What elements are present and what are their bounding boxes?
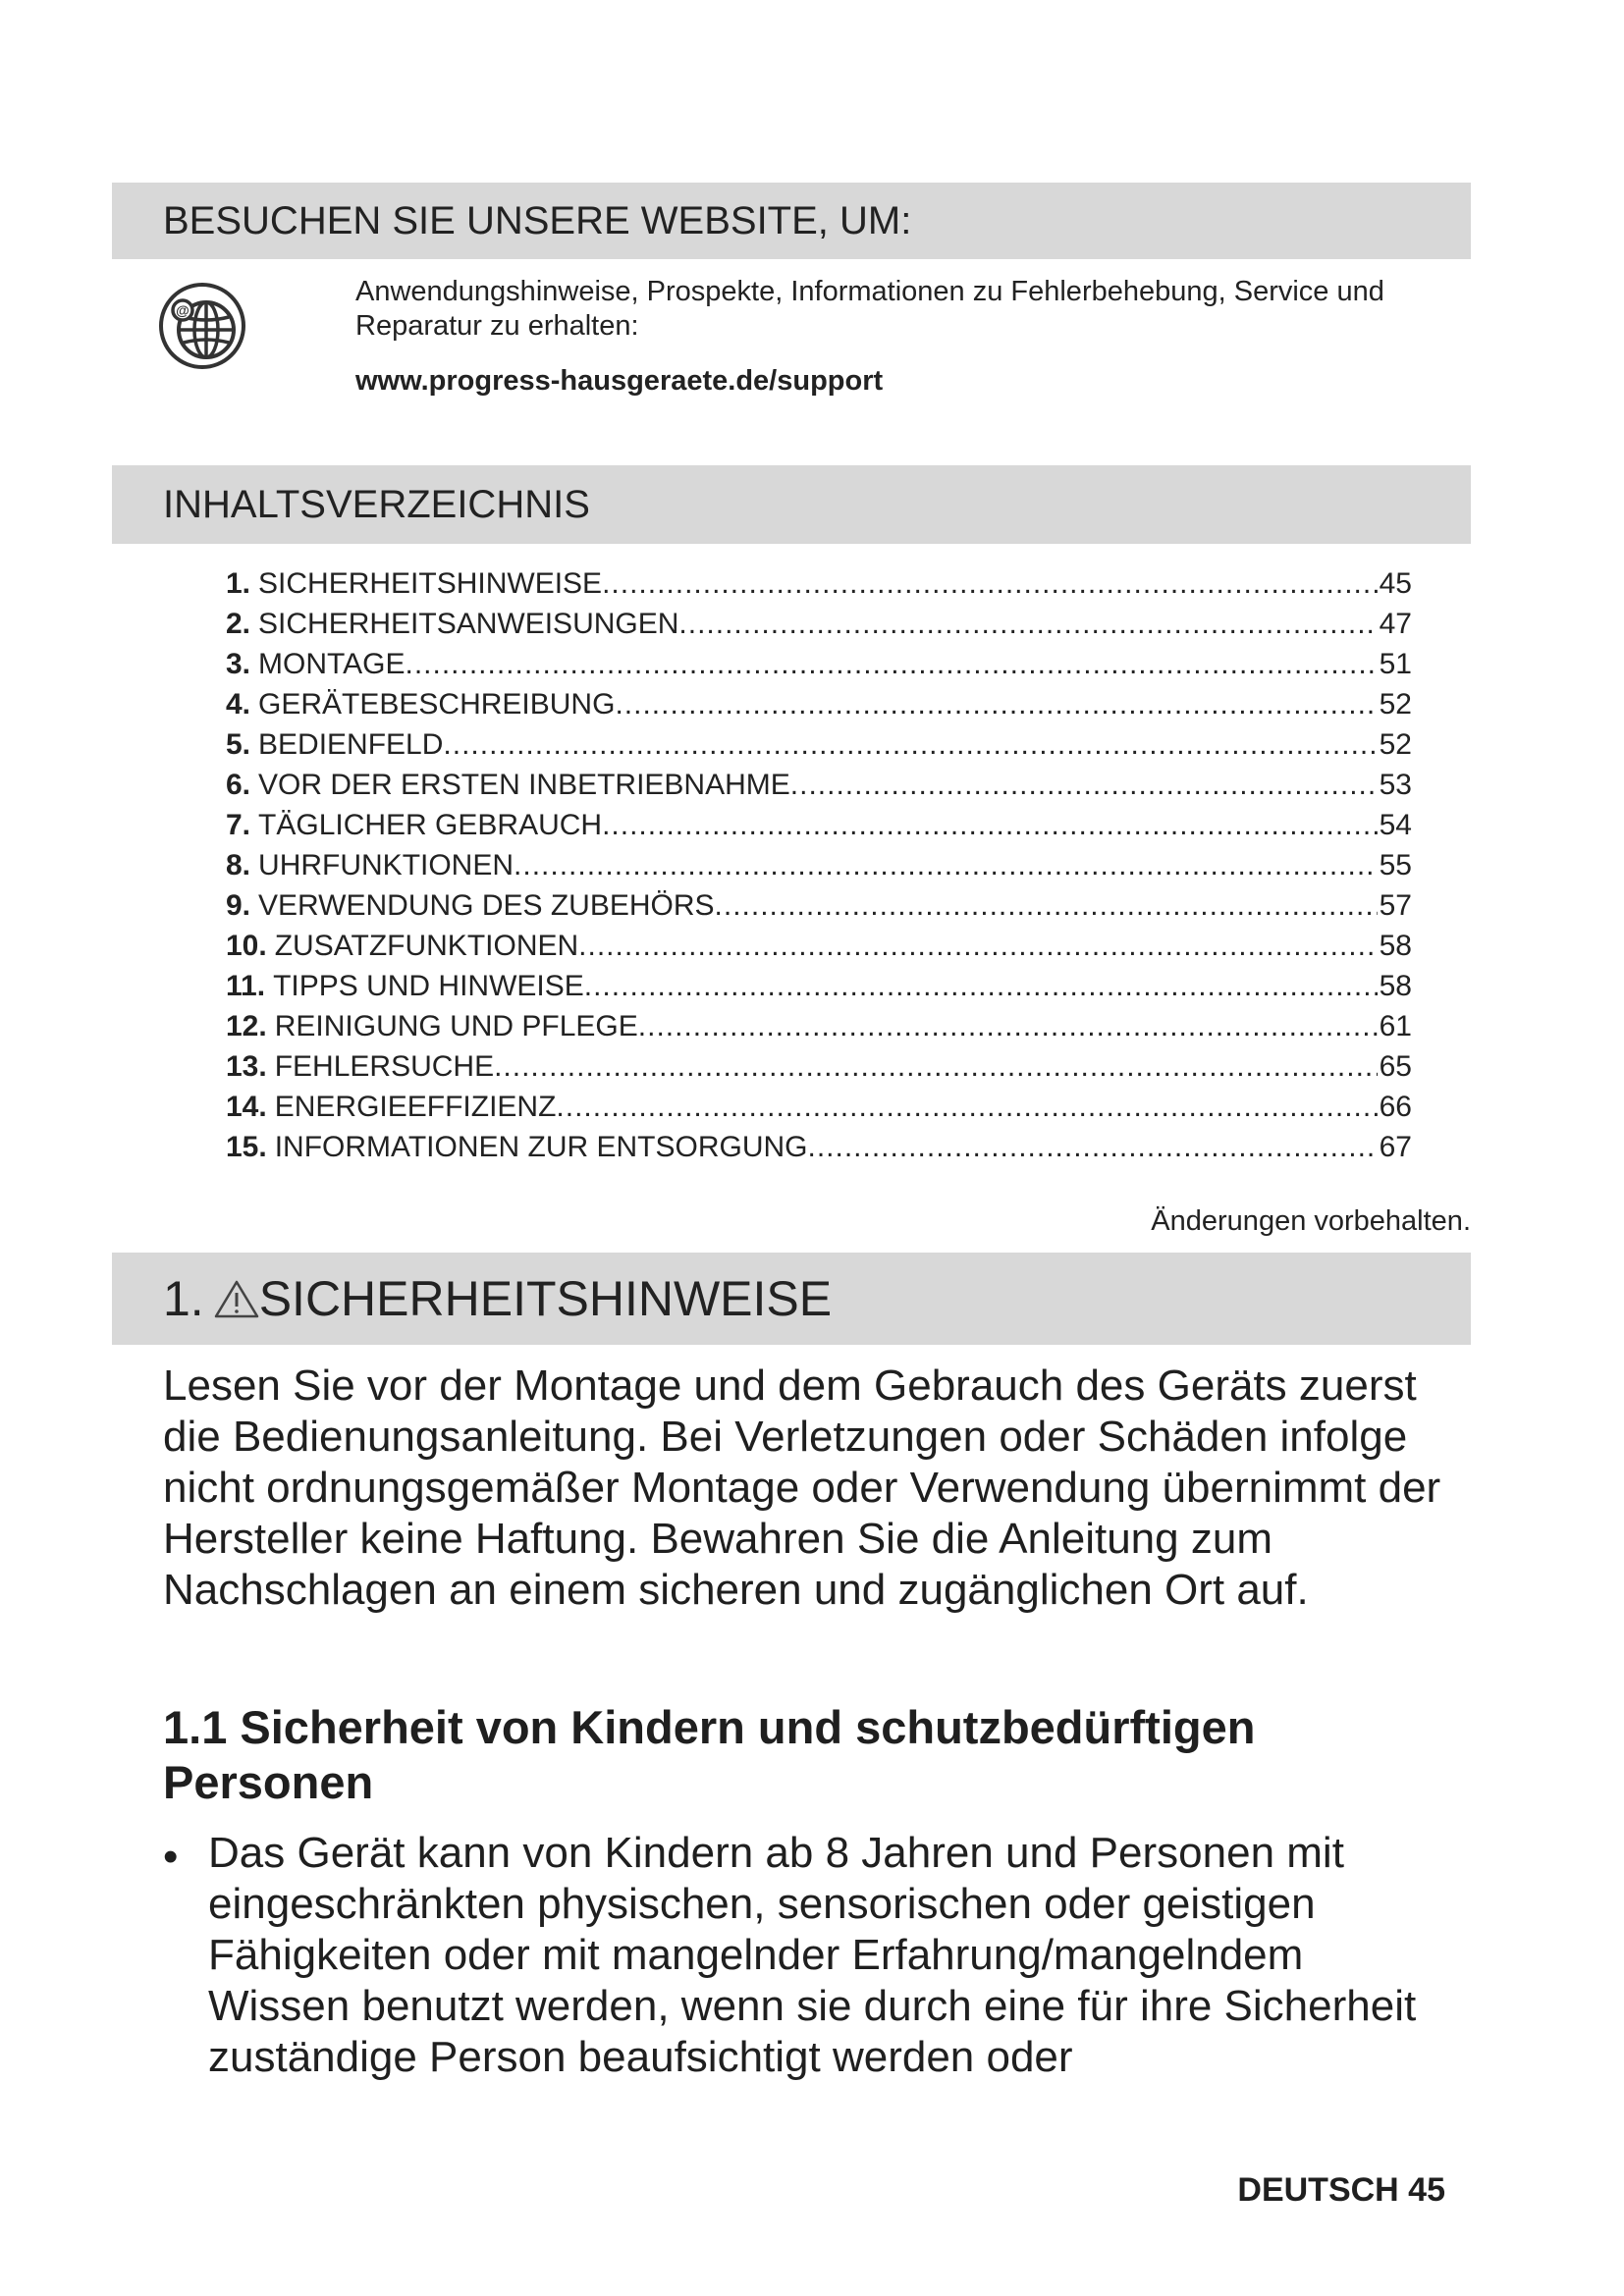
globe-icon	[157, 281, 247, 371]
toc-leader-dots	[578, 926, 1377, 966]
toc-item-title: TÄGLICHER GEBRAUCH	[258, 809, 603, 841]
bullet-paragraph: Das Gerät kann von Kindern ab 8 Jahren und Personen mit eingeschränkten physischen, sensorischen oder geistigen Fähigkeiten oder mit mangelnder Erfahrung/mangelndem Wissen benutzt werden, wenn sie durch eine für ihre Sicherheit zuständige Person beaufsichtigt werden oder	[208, 1829, 1417, 2081]
toc-item-number: 15.	[226, 1131, 267, 1163]
toc-heading-text: INHALTSVERZEICHNIS	[163, 482, 590, 526]
toc-item-number: 3.	[226, 648, 251, 680]
toc-item-page: 66	[1379, 1091, 1412, 1123]
toc-item-number: 1.	[226, 567, 251, 600]
toc-item[interactable]	[226, 805, 1412, 845]
toc-item-title: ZUSATZFUNKTIONEN	[274, 930, 579, 962]
toc-item-title: MONTAGE	[258, 648, 406, 680]
website-heading-text: BESUCHEN SIE UNSERE WEBSITE, UM:	[163, 198, 912, 242]
toc-item-page: 57	[1379, 889, 1412, 922]
toc-item-title: VERWENDUNG DES ZUBEHÖRS	[258, 889, 715, 922]
toc-item-page: 52	[1379, 728, 1412, 761]
toc-leader-dots	[615, 684, 1377, 724]
subsection-heading: 1.1 Sicherheit von Kindern und schutzbedürftigen Personen	[163, 1701, 1256, 1808]
toc-item[interactable]	[226, 1046, 1412, 1087]
toc-item-page: 53	[1379, 769, 1412, 801]
toc-item-title: TIPPS UND HINWEISE	[273, 970, 584, 1002]
toc-item-number: 14.	[226, 1091, 267, 1123]
page-footer: DEUTSCH 45	[1237, 2171, 1445, 2209]
toc-item-page: 45	[1379, 567, 1412, 600]
toc-item-page: 65	[1379, 1050, 1412, 1083]
support-url-link[interactable]: www.progress-hausgeraete.de/support	[355, 365, 884, 397]
toc-item-page: 61	[1379, 1010, 1412, 1042]
toc-leader-dots	[602, 563, 1378, 604]
toc-leader-dots	[790, 765, 1378, 805]
toc-item-page: 58	[1379, 970, 1412, 1002]
toc-item[interactable]	[226, 966, 1412, 1006]
toc-leader-dots	[443, 724, 1377, 765]
toc-leader-dots	[494, 1046, 1378, 1087]
toc-item-number: 7.	[226, 809, 251, 841]
website-description: Anwendungshinweise, Prospekte, Informationen zu Fehlerbehebung, Service und Reparatur zu erhalten:	[355, 276, 1384, 342]
toc-heading	[112, 465, 1471, 544]
toc-item[interactable]	[226, 1127, 1412, 1167]
website-section-heading	[112, 183, 1471, 259]
toc-item-page: 54	[1379, 809, 1412, 841]
toc-leader-dots	[678, 604, 1377, 644]
toc-item[interactable]	[226, 563, 1412, 604]
toc-leader-dots	[514, 845, 1378, 885]
safety-section-heading	[112, 1253, 1471, 1345]
toc-item-title: ENERGIEEFFIZIENZ	[274, 1091, 557, 1123]
toc-item-page: 52	[1379, 688, 1412, 721]
toc-item[interactable]	[226, 1006, 1412, 1046]
toc-item-number: 6.	[226, 769, 251, 801]
toc-item-title: VOR DER ERSTEN INBETRIEBNAHME	[258, 769, 790, 801]
toc-item-title: FEHLERSUCHE	[274, 1050, 495, 1083]
toc-list	[226, 563, 1412, 1167]
intro-paragraph: Lesen Sie vor der Montage und dem Gebrauch des Geräts zuerst die Bedienungsanleitung. Bei Verletzungen oder Schäden infolge nicht ordnungsgemäßer Montage oder Verwendung übernimmt der Hersteller keine Haftung. Bewahren Sie die Anleitung zum Nachschlagen an einem sicheren und zugänglichen Ort auf.	[163, 1362, 1441, 1614]
toc-item-number: 12.	[226, 1010, 267, 1042]
toc-item[interactable]	[226, 724, 1412, 765]
toc-leader-dots	[556, 1087, 1377, 1127]
toc-leader-dots	[638, 1006, 1378, 1046]
toc-item-page: 51	[1379, 648, 1412, 680]
toc-item-number: 13.	[226, 1050, 267, 1083]
toc-item-number: 9.	[226, 889, 251, 922]
toc-item-page: 47	[1379, 608, 1412, 640]
toc-leader-dots	[808, 1127, 1378, 1167]
bullet-marker: •	[163, 1833, 179, 1881]
subject-to-change-note: Änderungen vorbehalten.	[1151, 1205, 1471, 1237]
toc-item-number: 4.	[226, 688, 251, 721]
toc-leader-dots	[405, 644, 1377, 684]
toc-item-page: 58	[1379, 930, 1412, 962]
toc-item-number: 2.	[226, 608, 251, 640]
toc-leader-dots	[715, 885, 1378, 926]
toc-item-page: 67	[1379, 1131, 1412, 1163]
toc-item-title: GERÄTEBESCHREIBUNG	[258, 688, 616, 721]
toc-item-title: SICHERHEITSHINWEISE	[258, 567, 603, 600]
toc-item-title: SICHERHEITSANWEISUNGEN	[258, 608, 679, 640]
toc-item[interactable]	[226, 604, 1412, 644]
toc-item[interactable]	[226, 885, 1412, 926]
toc-item-number: 5.	[226, 728, 251, 761]
toc-item-title: BEDIENFELD	[258, 728, 444, 761]
toc-item-title: REINIGUNG UND PFLEGE	[274, 1010, 638, 1042]
toc-leader-dots	[602, 805, 1378, 845]
toc-item-number: 8.	[226, 849, 251, 881]
toc-item-number: 11.	[226, 970, 266, 1002]
toc-leader-dots	[584, 966, 1378, 1006]
toc-item[interactable]	[226, 845, 1412, 885]
toc-item[interactable]	[226, 765, 1412, 805]
toc-item-title: INFORMATIONEN ZUR ENTSORGUNG	[274, 1131, 808, 1163]
toc-item[interactable]	[226, 644, 1412, 684]
toc-item-number: 10.	[226, 930, 267, 962]
toc-item[interactable]	[226, 926, 1412, 966]
toc-item-title: UHRFUNKTIONEN	[258, 849, 514, 881]
section-title: SICHERHEITSHINWEISE	[258, 1271, 833, 1326]
svg-text:@: @	[176, 302, 189, 318]
section-number: 1.	[163, 1271, 204, 1326]
toc-item[interactable]	[226, 1087, 1412, 1127]
warning-icon	[214, 1279, 259, 1318]
toc-item[interactable]	[226, 684, 1412, 724]
toc-item-page: 55	[1379, 849, 1412, 881]
